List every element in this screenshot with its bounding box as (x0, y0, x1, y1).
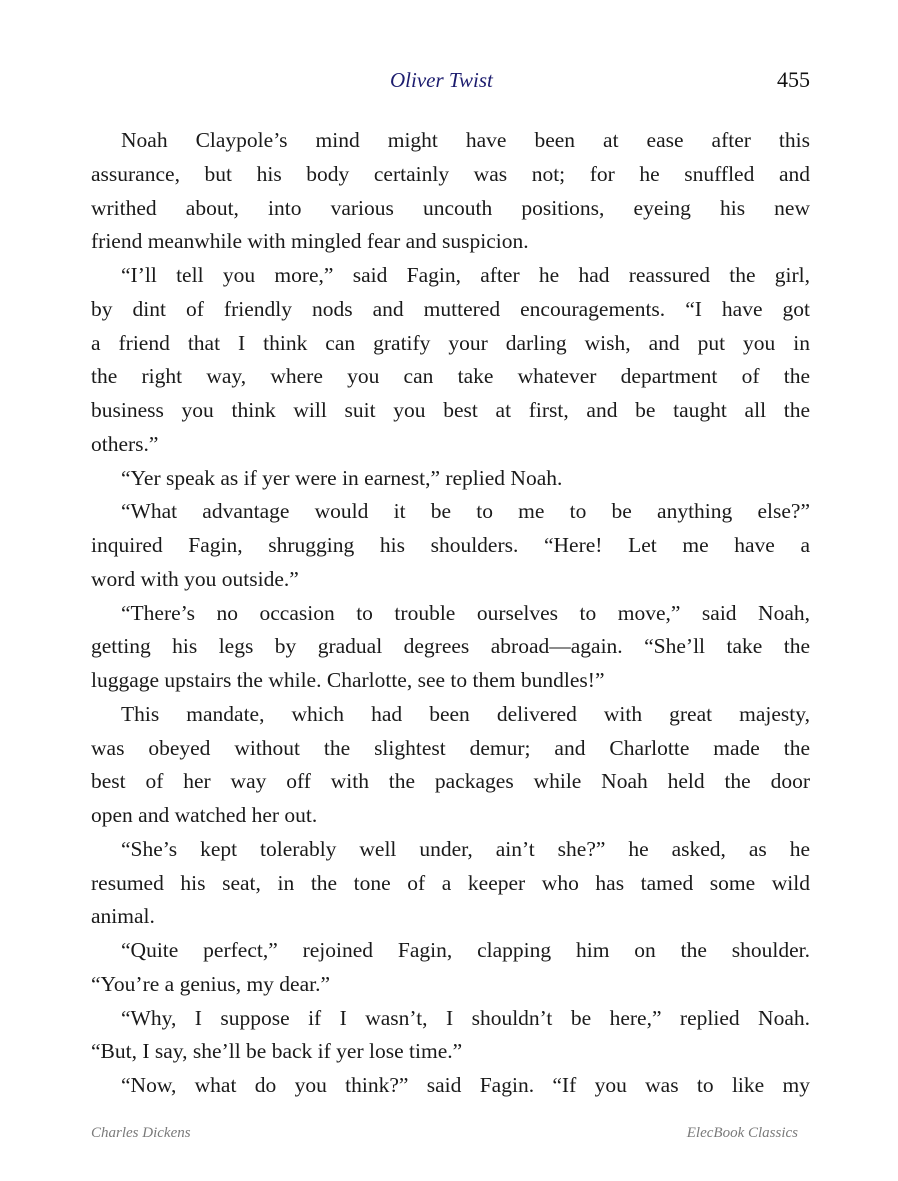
text-line: the right way, where you can take whatever department of the (91, 364, 810, 389)
text-line: “But, I say, she’ll be back if yer lose time.” (91, 1039, 463, 1064)
text-line: by dint of friendly nods and muttered encouragements. “I have got (91, 296, 810, 321)
text-line: getting his legs by gradual degrees abroad—again. “She’ll take the (91, 634, 810, 659)
text-line: “Yer speak as if yer were in earnest,” replied Noah. (121, 465, 563, 490)
text-line: “What advantage would it be to me to be anything else?” (121, 499, 810, 524)
text-line: “I’ll tell you more,” said Fagin, after he had reassured the girl, (121, 263, 810, 287)
text-line: “There’s no occasion to trouble ourselves to move,” said Noah, (121, 600, 810, 625)
text-line: “She’s kept tolerably well under, ain’t she?” he asked, as he (121, 836, 810, 861)
text-line: Noah Claypole’s mind might have been at ease after this (121, 128, 810, 152)
text-line: best of her way off with the packages while Noah held the door (91, 769, 810, 794)
text-line: “You’re a genius, my dear.” (91, 971, 331, 996)
text-line: writhed about, into various uncouth positions, eyeing his new (91, 195, 810, 220)
text-line: inquired Fagin, shrugging his shoulders. “Here! Let me have a (91, 533, 810, 557)
text-line: assurance, but his body certainly was not; for he snuffled and (91, 161, 810, 186)
footer-author: Charles Dickens (91, 1125, 191, 1141)
text-line: animal. (91, 904, 155, 929)
text-line: “Why, I suppose if I wasn’t, I shouldn’t be here,” replied Noah. (121, 1005, 810, 1030)
text-line: word with you outside.” (91, 566, 299, 591)
running-header-title: Oliver Twist (390, 68, 493, 92)
text-line: This mandate, which had been delivered with great majesty, (121, 701, 810, 726)
text-line: resumed his seat, in the tone of a keeper who has tamed some wild (91, 870, 810, 895)
text-line: business you think will suit you best at first, and be taught all the (91, 398, 810, 422)
text-line: was obeyed without the slightest demur; and Charlotte made the (91, 735, 810, 760)
text-line: others.” (91, 431, 159, 456)
page-number: 455 (777, 67, 810, 92)
text-line: friend meanwhile with mingled fear and suspicion. (91, 229, 529, 254)
body-text (91, 124, 810, 1103)
text-line: a friend that I think can gratify your darling wish, and put you in (91, 330, 810, 355)
text-line: luggage upstairs the while. Charlotte, see to them bundles!” (91, 668, 605, 692)
footer-publisher: ElecBook Classics (686, 1125, 798, 1141)
text-line: “Quite perfect,” rejoined Fagin, clapping him on the shoulder. (121, 938, 810, 962)
text-line: open and watched her out. (91, 803, 318, 827)
text-line: “Now, what do you think?” said Fagin. “If you was to like my (121, 1073, 810, 1097)
